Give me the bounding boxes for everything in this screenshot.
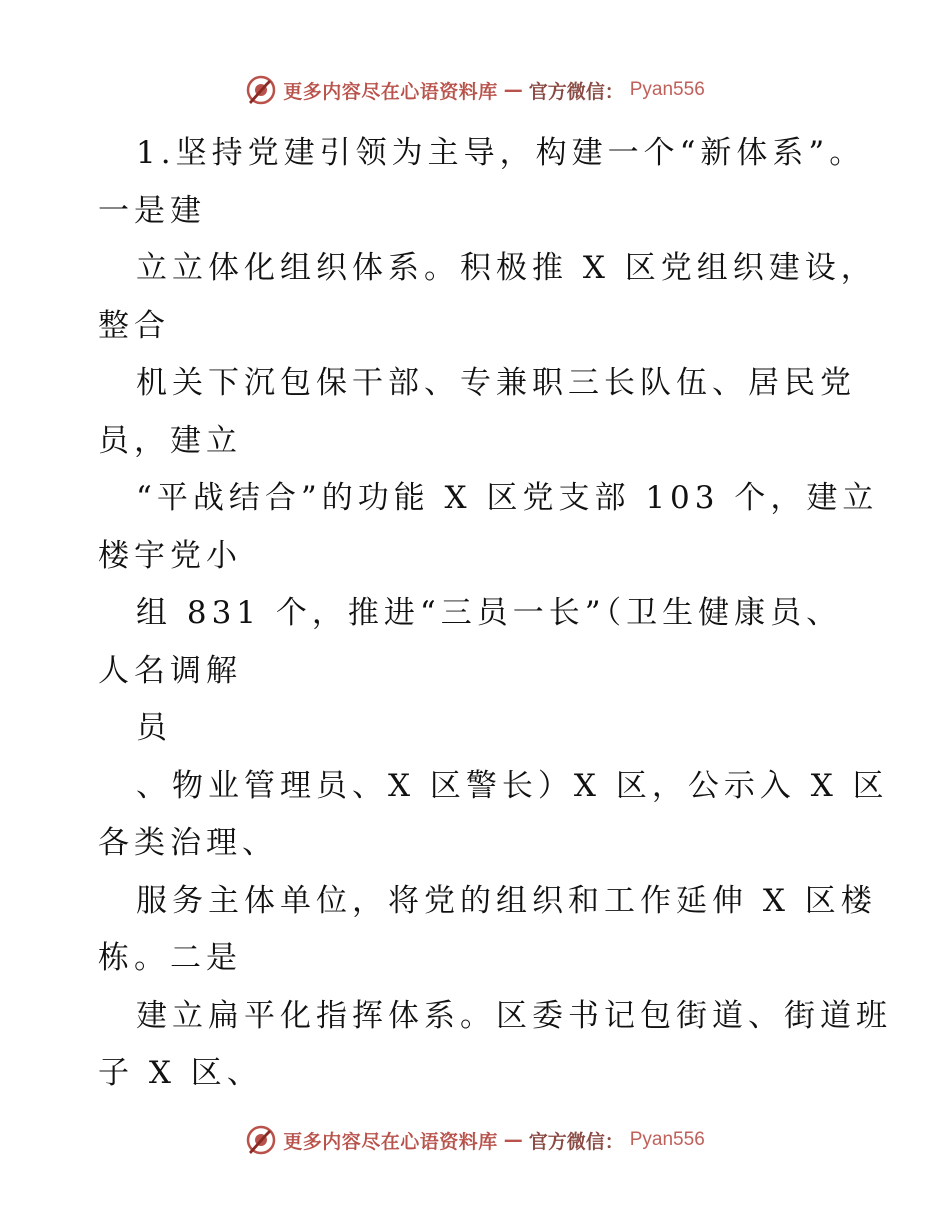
text-line: 一是建 — [98, 192, 206, 229]
text-line: 各类治理、 — [98, 825, 278, 861]
watermark-dash: — — [503, 79, 523, 101]
text-line: 立立体化组织体系。积极推 X 区党组织建设， — [136, 250, 877, 286]
header-watermark — [0, 72, 950, 108]
text-line: 人名调解 — [98, 652, 242, 689]
text-line: “平战结合”的功能 X 区党支部 103 个，建立 — [136, 480, 879, 516]
text-line: 楼宇党小 — [98, 537, 242, 574]
text-line: 服务主体单位，将党的组织和工作延伸 X 区楼 — [136, 882, 877, 919]
text-line: 子 X 区、 — [98, 1055, 263, 1091]
watermark-dash: — — [503, 1129, 523, 1151]
text-line: 整合 — [98, 307, 170, 344]
text-line: 、物业管理员、X 区警长）X 区，公示入 X 区 — [136, 767, 889, 804]
text-line: 员 — [136, 710, 172, 746]
text-line: 员，建立 — [98, 422, 242, 459]
text-line: 机关下沉包保干部、专兼职三长队伍、居民党 — [136, 365, 856, 401]
text-line: 组 831 个，推进“三员一长”（卫生健康员、 — [136, 595, 843, 631]
watermark-text: 更多内容尽在心语资料库 — [283, 80, 498, 103]
quill-pen-logo-icon — [245, 74, 277, 106]
watermark-text: 更多内容尽在心语资料库 — [283, 1130, 498, 1153]
text-line: 栋。二是 — [98, 940, 242, 976]
watermark-wechat-label: 官方微信： — [528, 1130, 624, 1153]
watermark-wechat-id: Pyan556 — [629, 1129, 705, 1150]
watermark-wechat-id: Pyan556 — [629, 79, 705, 100]
text-line: 建立扁平化指挥体系。区委书记包街道、街道班 — [136, 997, 892, 1034]
text-line: 1.坚持党建引领为主导，构建一个“新体系”。 — [136, 135, 866, 171]
document-body — [98, 125, 892, 1103]
footer-watermark — [0, 1122, 950, 1158]
quill-pen-logo-icon — [245, 1124, 277, 1156]
watermark-wechat-label: 官方微信： — [528, 80, 624, 103]
